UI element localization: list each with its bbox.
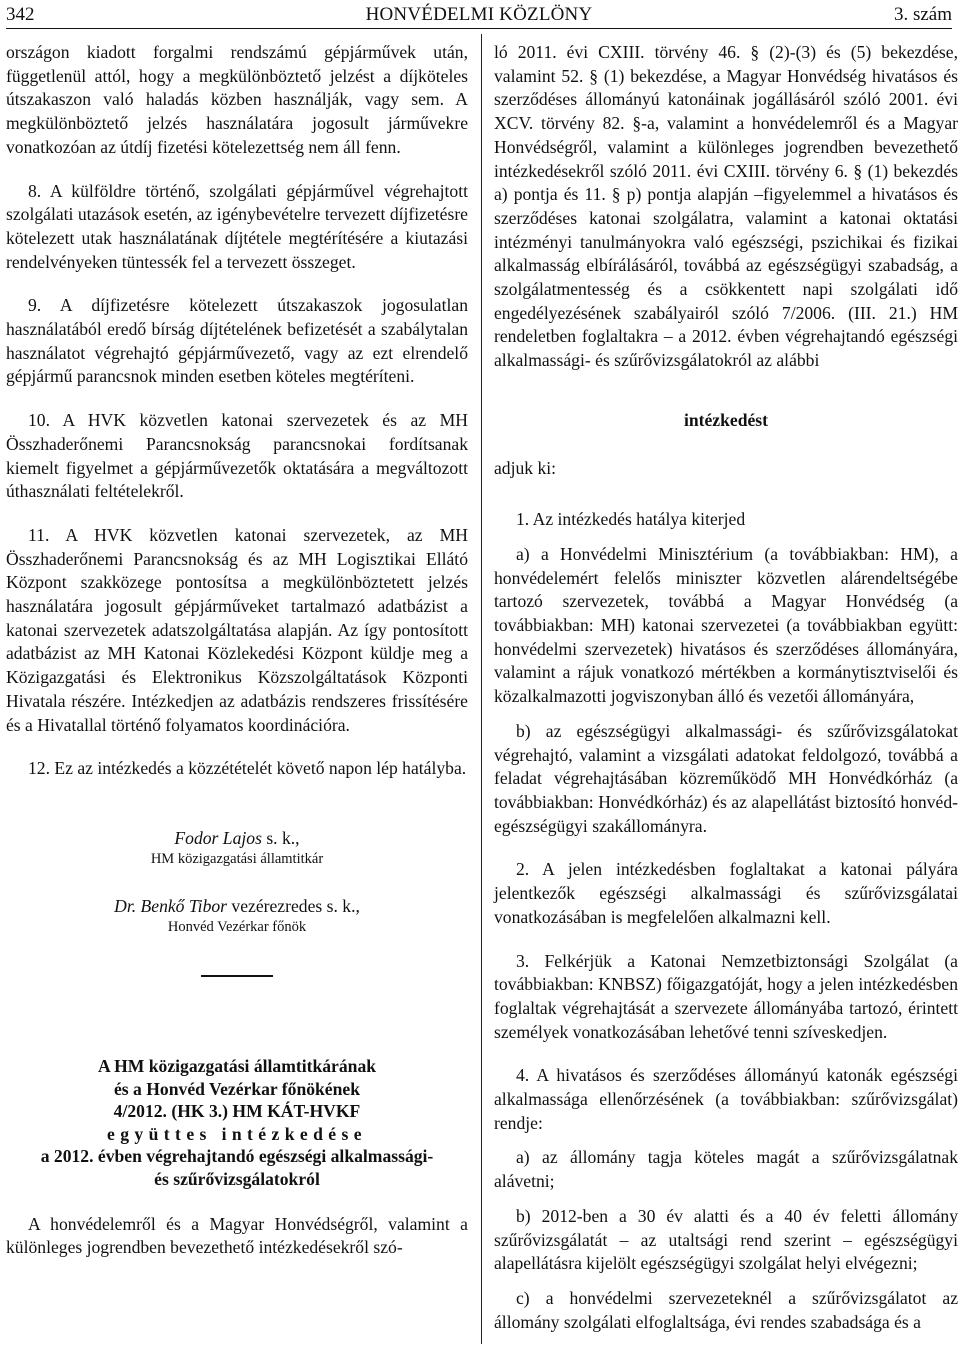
signatory-name: Dr. Benkő Tibor: [114, 895, 228, 916]
section-1a: a) a Honvédelmi Minisztérium (a továbbiakban: HM), a honvédelemért felelős miniszter közvetlen alárendeltségébe tartozó szervezetek, továbbá a Magyar Honvédség (a továbbiakban: MH) katonai szervezetei (a továbbiakban együtt: honvédelmi szervezetek) hivatásos és szerződéses állományára, valamint a rájuk vonatkozó mértékben a kormánytisztviselői és közalkalmazotti jogviszonyban álló és vezetői állományára,: [494, 543, 958, 707]
column-divider: [481, 34, 482, 1344]
section-3: 3. Felkérjük a Katonai Nemzetbiztonsági Szolgálat (a továbbiakban: KNBSZ) főigazgatóját, hogy a jelen intézkedésben foglaltak végrehajtását a szervezete állományába tartozó, érintett személyek vonatkozásában lehetővé tenni szíveskedjen.: [494, 950, 958, 1042]
page-header: [6, 2, 952, 29]
journal-title: HONVÉDELMI KÖZLÖNY: [365, 4, 593, 25]
paragraph-12: 12. Ez az intézkedés a közzétételét követő napon lép hatályba.: [28, 758, 467, 779]
section-4a: a) az állomány tagja köteles magát a szűrővizsgálatnak alávetni;: [494, 1147, 958, 1192]
signatory-name: Fodor Lajos: [174, 827, 262, 848]
section-rule: [6, 975, 468, 977]
paragraph-9: 9. A díjfizetésre kötelezett útszakaszok jogosulatlan használatából eredő bírság díjtételének befizetését a szabálytalan használatot végrehajtó gépjárművezető, vagy az ezt elrendelő gépjármű parancsnok minden esetben köteles megtéríteni.: [6, 295, 468, 387]
left-column: [6, 41, 468, 1260]
section-1b: b) az egészségügyi alkalmassági- és szűrővizsgálatokat végrehajtó, valamint a vizsgálati adatokat feldolgozó, továbbá a feladat végrehajtásában közreműködő MH Honvédkórház (a továbbiakban: Honvédkórház) és az alapellátást biztosító honvéd-egészségügyi szakállományra.: [494, 720, 958, 836]
section-4: 4. A hivatásos és szerződéses állományú katonák egészségi alkalmassága ellenőrzésének (a továbbiakban: szűrővizsgálat) rendje:: [494, 1065, 958, 1133]
issue-number: 3. szám: [893, 4, 952, 25]
intezkedest-heading: intézkedést: [683, 409, 769, 430]
signature-block-2: [6, 895, 468, 937]
signatory-title: Honvéd Vezérkar főnök: [167, 918, 307, 935]
signatory-suffix: vezérezredes s. k.,: [227, 895, 360, 916]
paragraph-8: 8. A külföldre történő, szolgálati gépjárművel végrehajtott szolgálati utazások esetén, az igénybevételre tervezett díjfizetésre kötelezett utak használatának díjtétele megtérítésére a kiutazási rendelvényeken tüntessék fel a tervezett összeget.: [6, 180, 468, 272]
section-4c: c) a honvédelmi szervezeteknél a szűrővizsgálatot az állomány szolgálati elfoglaltsága, évi rendes szabadsága és a: [494, 1287, 958, 1332]
paragraph-continued: országon kiadott forgalmi rendszámú gépjárművek után, függetlenül attól, hogy a megkülönböztető jelzést a díjköteles útszakaszon való haladás közben használják, vagy sem. A megkülönböztető jelzés használatára jogosult járművekre vonatkozóan az útdíj fizetési kötelezettség nem áll fenn.: [6, 42, 468, 157]
intro-paragraph-continued: ló 2011. évi CXIII. törvény 46. § (2)-(3) és (5) bekezdése, valamint 52. § (1) bekezdése, a Magyar Honvédség hivatásos és szerződéses állományú katonáinak jogállásáról szóló 2001. évi XCV. törvény 82. §-a, valamint a honvédelemről és a Magyar Honvédségről, valamint a különleges jogrendben bevezethető intézkedésekről szóló 2011. évi CXIII. törvény 6. § (1) bekezdés a) pontja és 11. § p) pontja alapján –figyelemmel a hivatásos és szerződéses katonai szolgálatra, valamint a katonai oktatási intézményi tanulmányokra való egészségi, pszichikai és fizikai alkalmasság elbírálásáról, továbbá az egészségügyi szabadság, a szolgálatmentesség és a csökkentett napi szolgálati idő engedélyezésének szabályairól szóló 7/2006. (III. 21.) HM rendeletben foglaltakra – a 2012. évben végrehajtandó egészségi alkalmassági- és szűrővizsgálatokról az alábbi: [494, 42, 958, 371]
intro-paragraph: A honvédelemről és a Magyar Honvédségről, valamint a különleges jogrendben bevezethető intézkedésekről szó-: [6, 1213, 468, 1258]
paragraph-11: 11. A HVK közvetlen katonai szervezetek, az MH Összhaderőnemi Parancsnokság és az MH Logisztikai Ellátó Központ szakközege pontosítsa a megkülönböztetett jelzés használatára jogosult gépjárműveket tartalmazó adatbázist a katonai szervezetek adatszolgáltatása alapján. Az így pontosított adatbázist az MH Katonai Közlekedési Központ küldje meg a Közigazgatási és Elektronikus Közszolgáltatások Központi Hivatala részére. Intézkedjen az adatbázis rendszeres frissítésére és a Hivatallal történő folyamatos koordinációra.: [6, 524, 468, 735]
signatory-title: HM közigazgatási államtitkár: [150, 850, 324, 867]
document-title: A HM közigazgatási államtitkárának és a Honvéd Vezérkar főnökének 4/2012. (HK 3.) HM KÁT-HVKF együttes intézkedése a 2012. évben végrehajtandó egészségi alkalmassági- és szűrővizsgálatokról: [40, 1055, 434, 1189]
paragraph-10: 10. A HVK közvetlen katonai szervezetek és az MH Összhaderőnemi Parancsnokság parancsnokai fordítsanak kiemelt figyelmet a gépjárművezetők oktatására a megváltozott úthasználati feltételekről.: [6, 410, 468, 502]
section-4b: b) 2012-ben a 30 év alatti és a 40 év feletti állomány szűrővizsgálatát – az utaltsági rend szerint – egészségügyi alapellátásra kijelölt egészségügyi szolgálat helyi elvégezni;: [494, 1205, 958, 1274]
signature-block-1: [6, 827, 468, 869]
adjuk-ki: adjuk ki:: [494, 457, 557, 478]
right-column: [494, 41, 958, 1334]
page-number: 342: [6, 4, 35, 25]
signatory-suffix: s. k.,: [261, 827, 300, 848]
section-1: 1. Az intézkedés hatálya kiterjed: [516, 509, 746, 530]
section-2: 2. A jelen intézkedésben foglaltakat a katonai pályára jelentkezők egészségi alkalmassági és szűrővizsgálatai vonatkozásában is megfelelően alkalmazni kell.: [494, 859, 958, 927]
